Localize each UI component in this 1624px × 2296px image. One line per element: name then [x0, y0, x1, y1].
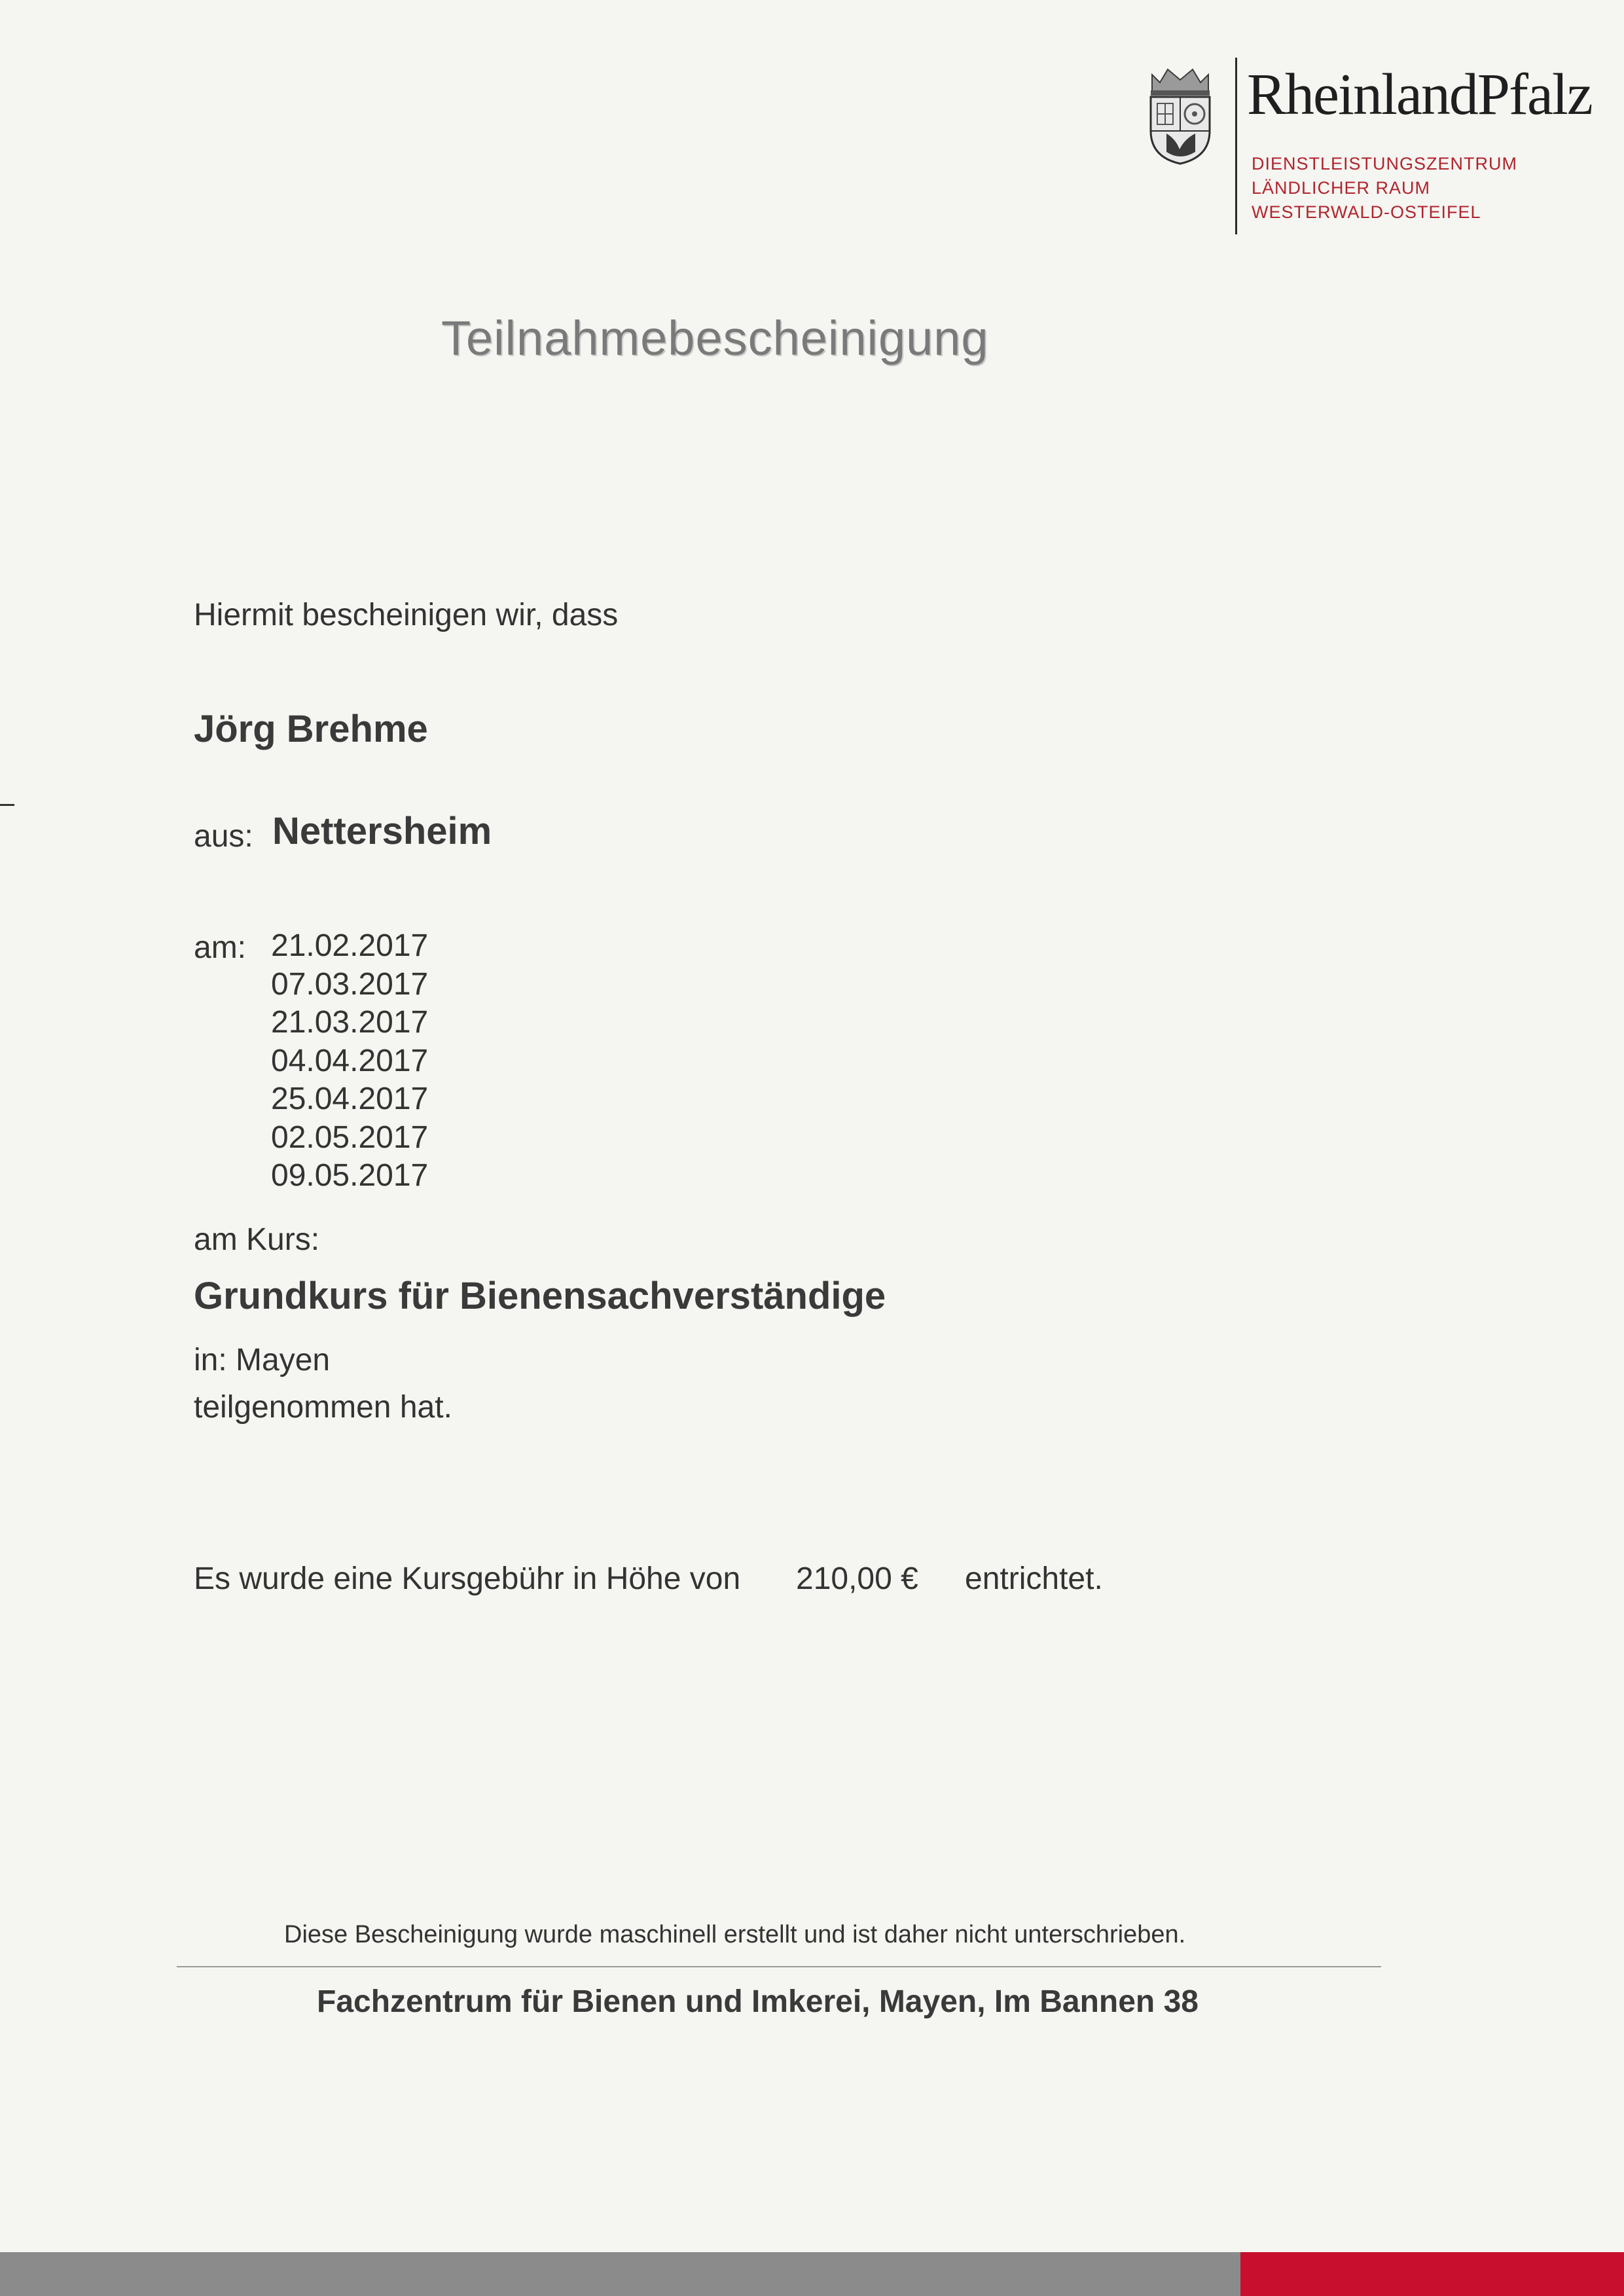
course-label: am Kurs:	[194, 1222, 320, 1257]
footer-bar-gray	[0, 2252, 1240, 2296]
course-date: 21.03.2017	[271, 1005, 429, 1040]
course-date: 25.04.2017	[271, 1082, 429, 1116]
agency-line-3: WESTERWALD-OSTEIFEL	[1252, 202, 1481, 222]
agency-name	[1252, 152, 1517, 225]
course-date: 04.04.2017	[271, 1043, 429, 1078]
fee-suffix: entrichtet.	[965, 1561, 1103, 1596]
dates-label: am:	[194, 930, 247, 965]
course-dates-list	[271, 927, 428, 1195]
footer-divider	[177, 1966, 1381, 1967]
fee-text: Es wurde eine Kursgebühr in Höhe von	[194, 1561, 741, 1596]
fee-amount: 210,00 €	[796, 1561, 918, 1596]
agency-line-1: DIENSTLEISTUNGSZENTRUM	[1252, 154, 1518, 173]
brand-wordmark: RheinlandPfalz	[1247, 62, 1592, 127]
machine-generated-note: Diese Bescheinigung wurde maschinell erstellt und ist daher nicht unterschrieben.	[284, 1921, 1186, 1948]
footer-address: Fachzentrum für Bienen und Imkerei, Mayen, Im Bannen 38	[317, 1984, 1199, 2019]
intro-text: Hiermit bescheinigen wir, dass	[194, 598, 619, 632]
scan-edge-mark	[0, 804, 14, 806]
header-divider	[1235, 58, 1237, 234]
agency-line-2: LÄNDLICHER RAUM	[1252, 178, 1431, 198]
coat-of-arms-icon	[1147, 65, 1214, 165]
course-date: 07.03.2017	[271, 966, 429, 1002]
origin-label: aus:	[194, 819, 253, 854]
course-name: Grundkurs für Bienensachverständige	[194, 1275, 886, 1317]
footer-bar-red	[1240, 2252, 1624, 2296]
course-date: 21.02.2017	[271, 928, 429, 963]
closing-text: teilgenommen hat.	[194, 1390, 452, 1425]
origin-place: Nettersheim	[272, 810, 492, 852]
participant-name: Jörg Brehme	[194, 708, 428, 750]
course-date: 02.05.2017	[271, 1120, 429, 1155]
course-date: 09.05.2017	[271, 1158, 429, 1193]
course-location: in: Mayen	[194, 1343, 331, 1377]
document-title: Teilnahmebescheinigung	[441, 311, 989, 365]
